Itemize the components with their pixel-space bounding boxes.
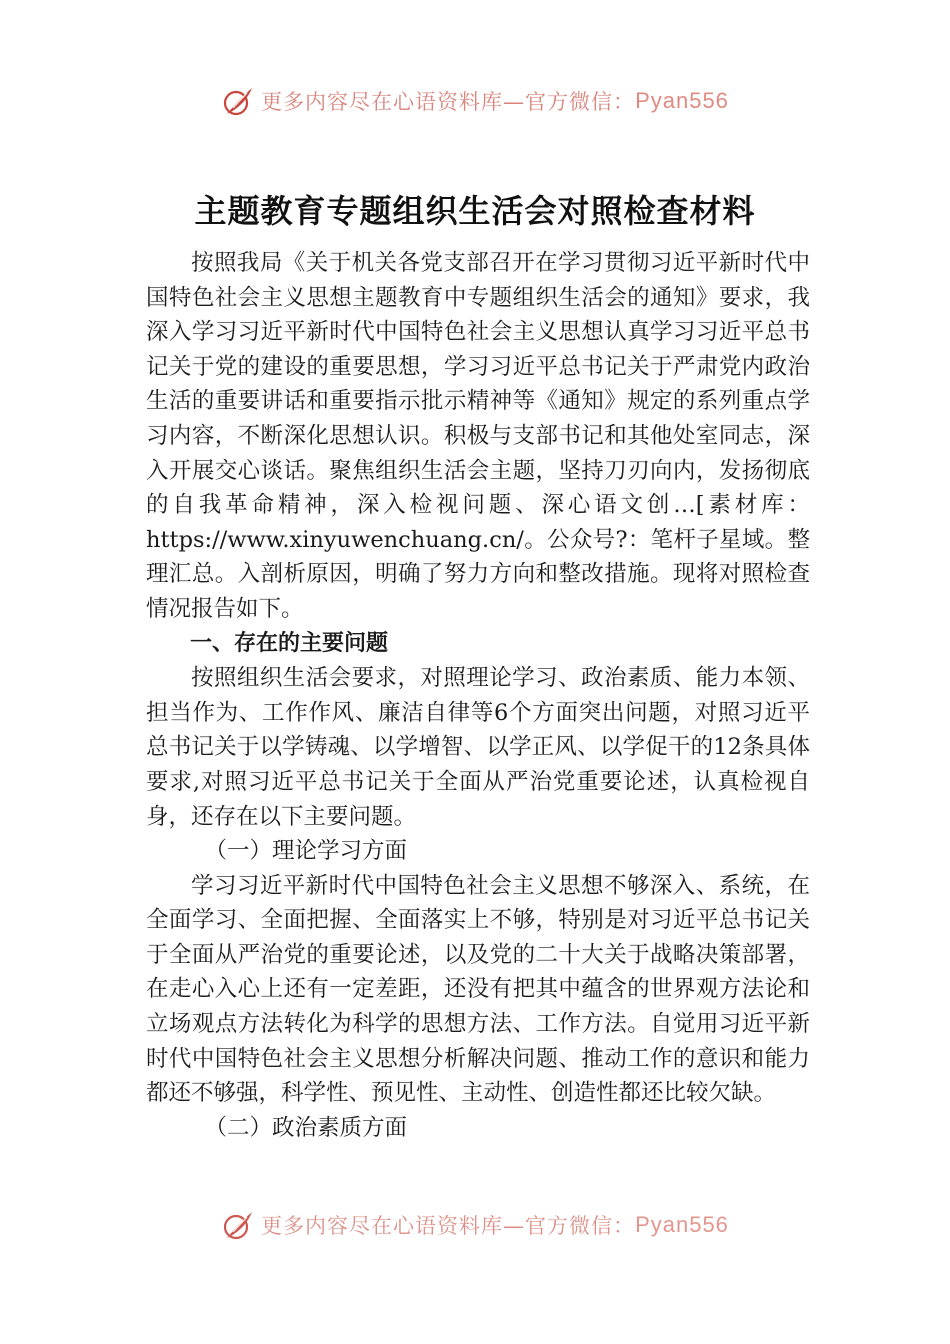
subsection-heading: （一）理论学习方面 <box>204 838 408 865</box>
watermark-text: 更多内容尽在心语资料库—官方微信： <box>261 90 636 114</box>
quill-logo-icon <box>221 84 255 118</box>
section-heading: 一、存在的主要问题 <box>190 630 389 656</box>
subsection-heading: （二）政治素质方面 <box>204 1114 408 1141</box>
body-paragraph: 学习习近平新时代中国特色社会主义思想不够深入、系统，在全面学习、全面把握、全面落实上不够，特别是对习近平总书记关于全面从严治党的重要论述，以及党的二十大关于战略决策部署，在走心入心上还有一定差距，还没有把其中蕴含的世界观方法论和立场观点方法转化为科学的思想方法、工作方法。自觉用习近平新时代中国特色社会主义思想分析解决问题、推动工作的意识和能力都还不够强，科学性、预见性、主动性、创造性都还比较欠缺。 <box>146 872 810 1107</box>
quill-logo-icon <box>221 1208 255 1242</box>
watermark-text: 更多内容尽在心语资料库—官方微信： <box>261 1214 636 1238</box>
watermark-wechat-id: Pyan556 <box>635 1212 729 1237</box>
watermark-footer <box>0 1208 950 1242</box>
watermark-header <box>0 84 950 118</box>
watermark-wechat-id: Pyan556 <box>635 88 729 113</box>
body-paragraph: 按照我局《关于机关各党支部召开在学习贯彻习近平新时代中国特色社会主义思想主题教育中专题组织生活会的通知》要求，我深入学习习近平新时代中国特色社会主义思想认真学习习近平总书记关于党的建设的重要思想，学习习近平总书记关于严肃党内政治生活的重要讲话和重要指示批示精神等《通知》规定的系列重点学习内容，不断深化思想认识。积极与支部书记和其他处室同志，深入开展交心谈话。聚焦组织生活会主题，坚持刀刃向内，发扬彻底的自我革命精神，深入检视问题、深心语文创…[素材库：https://www.xinyuwenchuang.cn/。公众号?：笔杆子星域。整理汇总。入剖析原因，明确了努力方向和整改措施。现将对照检查情况报告如下。 <box>146 250 810 622</box>
body-paragraph: 按照组织生活会要求，对照理论学习、政治素质、能力本领、担当作为、工作作风、廉洁自律等6个方面突出问题，对照习近平总书记关于以学铸魂、以学增智、以学正风、以学促干的12条具体要求,对照习近平总书记关于全面从严治党重要论述，认真检视自身，还存在以下主要问题。 <box>146 665 810 830</box>
document-title: 主题教育专题组织生活会对照检查材料 <box>194 192 756 230</box>
document-body <box>146 246 810 1145</box>
